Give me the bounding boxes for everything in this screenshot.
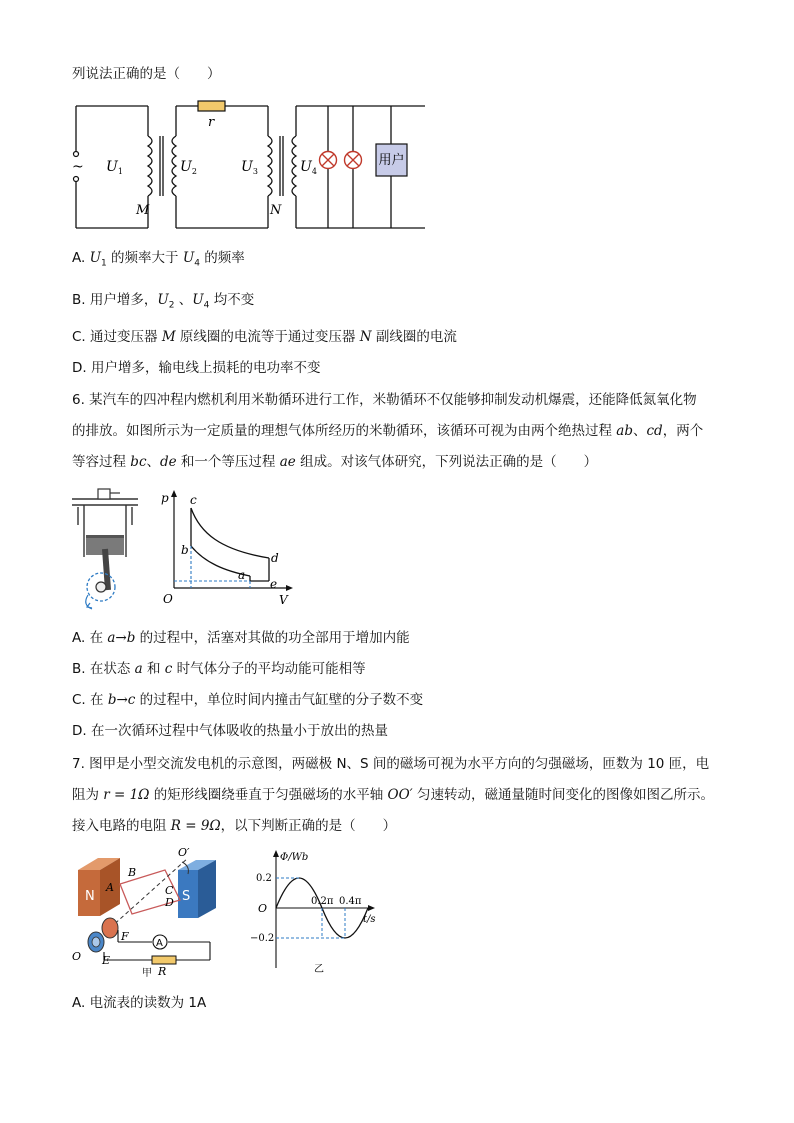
axis-label-oprime: O′ <box>178 846 190 859</box>
lamp-2 <box>345 152 362 169</box>
label-u4: $U_4$ <box>300 159 317 176</box>
flux-tick-pos: 0.2 <box>256 873 272 884</box>
coil-label-b: B <box>128 866 137 879</box>
q6-stem-line3: 等容过程 bc、de 和一个等压过程 ae 组成。对该气体研究，下列说法正确的是（ ） <box>72 454 598 470</box>
flux-graph <box>250 848 380 978</box>
q5-option-c: C. 通过变压器 M 原线圈的电流等于通过变压器 N 副线圈的电流 <box>72 329 457 345</box>
magnet-s-label: S <box>182 889 191 904</box>
ac-terminal-top <box>74 152 79 157</box>
pv-point-e: e <box>270 577 278 591</box>
engine-diagram <box>68 487 158 609</box>
flux-tick-neg: −0.2 <box>250 933 275 944</box>
label-m: M <box>136 203 150 218</box>
flux-origin: O <box>258 902 268 915</box>
label-n: N <box>270 203 282 218</box>
ac-terminal-bottom <box>74 177 79 182</box>
q7-option-a: A. 电流表的读数为 1A <box>72 995 207 1011</box>
q5-option-d: D. 用户增多，输电线上损耗的电功率不变 <box>72 360 321 376</box>
pv-point-c: c <box>190 493 197 507</box>
q5-option-b: B. 用户增多，$U_2$ 、$U_4$ 均不变 <box>72 292 255 311</box>
axis-label-o: O <box>72 950 82 963</box>
pv-point-b: b <box>181 543 189 557</box>
ammeter-label: A <box>156 938 163 949</box>
q7-stem-line3: 接入电路的电阻 R = 9Ω，以下判断正确的是（ ） <box>72 818 397 834</box>
coil-label-a: A <box>106 881 114 894</box>
q6-option-c: C. 在 b→c 的过程中，单位时间内撞击气缸壁的分子数不变 <box>72 692 424 708</box>
figure-caption-jia: 甲 <box>142 968 152 979</box>
figure-caption-yi: 乙 <box>314 964 324 975</box>
q6-pv-graph <box>160 488 295 610</box>
pv-axis-p: p <box>161 491 169 505</box>
user-box-label: 用户 <box>378 153 405 168</box>
pv-point-a: a <box>238 568 246 582</box>
flux-tick-t1: 0.2π <box>311 896 334 907</box>
pv-axis-v: V <box>279 593 288 607</box>
flux-axis-t: t/s <box>363 914 376 925</box>
lamp-1 <box>320 152 337 169</box>
q5-stem: 列说法正确的是（ ） <box>72 66 221 82</box>
ac-symbol: ~ <box>72 159 84 175</box>
pv-point-d: d <box>271 551 279 565</box>
brush-label-e: E <box>102 954 111 967</box>
flux-tick-t2: 0.4π <box>339 896 362 907</box>
label-r: r <box>208 115 215 130</box>
generator-diagram <box>70 848 235 978</box>
pv-origin: O <box>163 592 173 606</box>
q6-option-b: B. 在状态 a 和 c 时气体分子的平均动能可能相等 <box>72 661 366 677</box>
q6-stem-line1: 6. 某汽车的四冲程内燃机利用米勒循环进行工作，米勒循环不仅能够抑制发动机爆震，还能降低氮氧化物 <box>72 392 697 408</box>
magnet-n-label: N <box>85 889 95 904</box>
q6-stem-line2: 的排放。如图所示为一定质量的理想气体所经历的米勒循环，该循环可视为由两个绝热过程 ab、cd，两个 <box>72 423 704 439</box>
resistor-R <box>152 956 176 964</box>
coil-label-c: C <box>165 884 174 897</box>
label-u1: $U_1$ <box>106 159 123 176</box>
q7-stem-line1: 7. 图甲是小型交流发电机的示意图，两磁极 N、S 间的磁场可视为水平方向的匀强磁场，匝数为 10 匝，电 <box>72 756 710 772</box>
label-u2: $U_2$ <box>180 159 197 176</box>
label-u3: $U_3$ <box>241 159 258 176</box>
q7-stem-line2: 阻为 r = 1Ω 的矩形线圈绕垂直于匀强磁场的水平轴 OO′ 匀速转动，磁通量随时间变化的图像如图乙所示。 <box>72 787 715 803</box>
q5-option-a: A. $U_1$ 的频率大于 $U_4$ 的频率 <box>72 250 245 269</box>
brush-label-f: F <box>121 930 129 943</box>
flux-axis-y: Φ/Wb <box>280 852 309 863</box>
q5-transformer-diagram <box>70 96 430 231</box>
resistor-r <box>198 101 225 111</box>
coil-label-d: D <box>165 896 174 909</box>
q6-option-d: D. 在一次循环过程中气体吸收的热量小于放出的热量 <box>72 723 388 739</box>
q6-option-a: A. 在 a→b 的过程中，活塞对其做的功全部用于增加内能 <box>72 630 410 646</box>
resistor-label-r: R <box>158 965 167 978</box>
